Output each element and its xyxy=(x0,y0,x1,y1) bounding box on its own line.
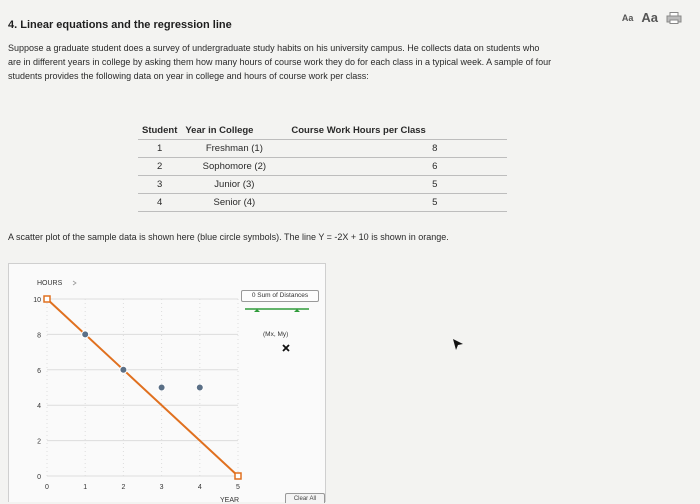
line-endpoint-handle[interactable] xyxy=(235,473,241,479)
problem-description: Suppose a graduate student does a survey of undergraduate study habits on his university campus. He collects data on students who are in different years in college by asking them how many hours of course work they do for each class in a typical week. A sample of four students provides the following data on year in college and hours of course work per class: xyxy=(8,43,552,81)
data-point xyxy=(82,331,89,338)
cell-year: Junior (3) xyxy=(181,176,287,194)
y-tick-label: 2 xyxy=(37,438,41,446)
cell-year: Freshman (1) xyxy=(181,140,287,158)
x-tick-label: 3 xyxy=(159,484,164,491)
x-tick-label: 4 xyxy=(197,484,202,491)
table-row xyxy=(138,140,507,158)
table-row xyxy=(138,194,507,212)
x-tick-label: 5 xyxy=(236,484,240,491)
x-tick-label: 2 xyxy=(121,484,126,491)
font-size-tools xyxy=(622,10,682,25)
cell-year: Sophomore (2) xyxy=(181,158,287,176)
cell-hours: 5 xyxy=(287,194,507,212)
data-point xyxy=(120,366,127,373)
print-icon[interactable] xyxy=(666,12,682,24)
x-axis-title: YEAR xyxy=(220,497,240,502)
increase-font-button[interactable]: Aa xyxy=(641,10,658,25)
cell-hours: 8 xyxy=(287,140,507,158)
scatter-caption: A scatter plot of the sample data is shown here (blue circle symbols). The line Y = -2X + 10 is shown in orange. xyxy=(8,232,449,242)
table-row xyxy=(138,158,507,176)
y-axis-title: HOURS xyxy=(37,280,63,287)
line-endpoint-handle[interactable] xyxy=(44,296,50,302)
clear-all-button[interactable]: Clear All xyxy=(285,493,325,503)
cell-hours: 6 xyxy=(287,158,507,176)
sum-of-distances-button[interactable]: 0 Sum of Distances xyxy=(241,290,319,302)
mouse-cursor-icon xyxy=(452,338,464,352)
question-title: 4. Linear equations and the regression line xyxy=(8,19,232,31)
data-point xyxy=(158,384,165,391)
decrease-font-button[interactable]: Aa xyxy=(621,12,634,23)
y-tick-label: 8 xyxy=(37,332,41,340)
y-tick-label: 4 xyxy=(37,403,41,411)
column-header-hours: Course Work Hours per Class xyxy=(291,125,426,136)
y-tick-label: 6 xyxy=(37,367,41,375)
cell-student: 1 xyxy=(138,140,181,158)
axis-arrow-icon xyxy=(73,281,76,285)
mean-point-marker-icon[interactable] xyxy=(283,345,289,351)
cell-student: 3 xyxy=(138,176,181,194)
column-header-student: Student xyxy=(142,125,178,136)
cell-hours: 5 xyxy=(287,176,507,194)
x-tick-label: 1 xyxy=(83,484,88,491)
x-tick-label: 0 xyxy=(45,484,49,491)
y-tick-label: 0 xyxy=(37,474,41,481)
column-header-year: Year in College xyxy=(185,125,254,136)
cell-student: 2 xyxy=(138,158,181,176)
table-row xyxy=(138,176,507,194)
cell-year: Senior (4) xyxy=(181,194,287,212)
mean-point-label: (Mx, My) xyxy=(263,331,289,338)
y-tick-label: 10 xyxy=(33,297,41,304)
data-point xyxy=(196,384,203,391)
cell-student: 4 xyxy=(138,194,181,212)
data-table xyxy=(138,123,507,212)
regression-line[interactable] xyxy=(47,299,238,476)
scatter-plot-panel xyxy=(8,263,326,502)
